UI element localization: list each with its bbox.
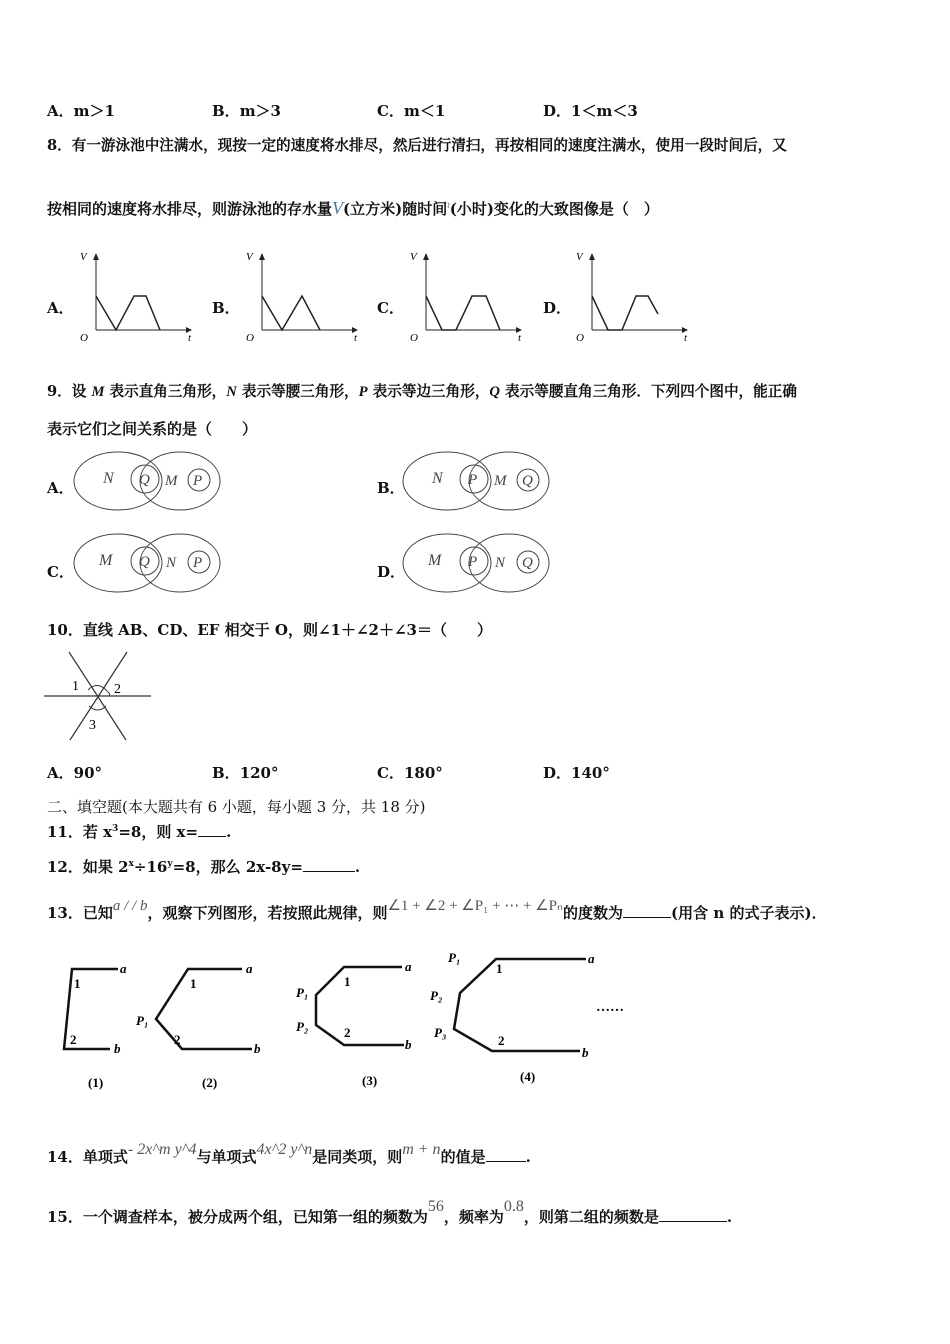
q14-monomial-1: - 2x^m y^4 [127,1141,197,1158]
svg-text:2: 2 [174,1032,181,1047]
q9-venn-d [402,532,550,594]
q8-graph-d [572,250,692,345]
q14-monomial-2: 4x^2 y^n [256,1141,313,1158]
q13-figures [50,945,650,1095]
svg-text:1: 1 [344,974,351,989]
q8-option-d-label: D． [543,299,572,317]
q8-graph-b-origin: O [246,332,254,344]
svg-text:b: b [254,1041,261,1056]
q8-graph-b [242,250,362,345]
q13-stem: 13．已知a / / b，观察下列图形，若按照此规律，则∠1 + ∠2 + ∠P₁ + ⋯ + ∠Pₙ的度数为 (用含 n 的式子表示)． [47,898,827,922]
q11: 11．若 $x^3=8$，则 x= . [47,823,232,841]
svg-text:b: b [114,1041,121,1056]
q9-a-big-label: N [103,470,114,487]
q9-b-mid-label: P [468,472,478,488]
q8-graph-d-x-label: t [684,332,688,344]
q8-graph-c [406,250,526,345]
q9-b-outer-label: M [494,473,507,489]
q13-figure-3 [296,959,412,1088]
q8-graph-c-x-label: t [518,332,522,344]
var-v: V [332,198,344,218]
q8-graph-a-y-label: V [80,251,87,263]
q8-graph-c-y-label: V [410,251,417,263]
svg-text:1: 1 [74,976,81,991]
q10-angle-2-label: 2 [114,682,121,697]
q9-d-outer-label: N [495,555,506,571]
svg-text:P₃: P₃ [434,1025,447,1040]
svg-text:1: 1 [496,961,503,976]
svg-text:a: a [246,961,253,976]
q9-stem-line2: 表示它们之间关系的是（ ） [47,420,258,438]
q9-c-outer-label: N [166,555,177,571]
q7-option-d: D．1＜m＜3 [543,102,638,120]
q13-angle-sum: ∠1 + ∠2 + ∠P₁ + ⋯ + ∠Pₙ [387,898,564,914]
q9-d-big-label: M [428,552,442,569]
q9-d-inner-label: Q [522,555,533,571]
q9-venn-b [402,450,550,512]
svg-text:P₁: P₁ [448,950,461,965]
q9-a-outer-label: M [165,473,178,489]
q9-venn-a [73,450,221,512]
q10-angle-3-label: 3 [89,718,96,733]
q9-option-d-label: D． [377,563,406,581]
q14-answer-blank[interactable] [486,1147,526,1162]
q10-option-a: A．90° [47,764,103,782]
q9-b-big-label: N [432,470,443,487]
var-t: t [447,200,450,210]
svg-text:a: a [405,959,412,974]
q9-option-c-label: C． [47,563,74,581]
q8-graph-d-origin: O [576,332,584,344]
svg-text:a: a [120,961,127,976]
q10-option-c: C．180° [377,764,443,782]
q14-expression: m + n [402,1141,441,1158]
q15-answer-blank[interactable] [659,1207,727,1222]
q13-figure-4 [430,950,624,1084]
q10-option-b: B．120° [212,764,279,782]
q9-c-inner-label: P [193,555,203,571]
q10-stem: 10．直线 AB、CD、EF 相交于 O，则∠1＋∠2＋∠3＝（ ） [47,621,492,639]
svg-text:P₂: P₂ [430,988,443,1003]
q8-option-c-label: C． [377,299,404,317]
svg-text:(4): (4) [520,1069,536,1084]
svg-text:2: 2 [498,1033,505,1048]
q13-figure-1 [64,961,127,1090]
q8-graph-d-y-label: V [576,251,583,263]
q7-option-c: C．m＜1 [377,102,446,120]
svg-text:……: …… [596,1000,624,1015]
q9-option-b-label: B． [377,479,405,497]
q9-venn-c [73,532,221,594]
svg-text:P₂: P₂ [296,1019,309,1034]
q9-c-big-label: M [99,552,113,569]
svg-text:(2): (2) [202,1075,218,1090]
q7-option-b: B．m＞3 [212,102,281,120]
q9-a-mid-label: Q [139,472,150,488]
svg-text:b: b [582,1045,589,1060]
q8-graph-b-x-label: t [354,332,358,344]
q8-stem-line2: 按相同的速度将水排尽，则游泳池的存水量V(立方米)随时间$^t$(小时)变化的大致图像是（ ） [47,198,659,218]
q12-answer-blank[interactable] [303,857,355,872]
q10-option-d: D．140° [543,764,610,782]
q8-graph-a [76,250,196,345]
q8-graph-a-origin: O [80,332,88,344]
q13-answer-blank[interactable] [623,903,671,918]
svg-text:P₁: P₁ [296,985,309,1000]
q9-c-mid-label: Q [139,554,150,570]
svg-text:1: 1 [190,976,197,991]
svg-text:(3): (3) [362,1073,378,1088]
q8-graph-c-origin: O [410,332,418,344]
q11-answer-blank[interactable] [198,822,226,837]
q8-graph-b-y-label: V [246,251,253,263]
q9-d-mid-label: P [468,554,478,570]
q15: 15．一个调查样本，被分成两个组，已知第一组的频数为56，频率为0.8，则第二组的频数是 . [47,1198,733,1226]
q9-stem-line1: 9．设 M 表示直角三角形，N 表示等腰三角形，P 表示等边三角形，Q 表示等腰直角三角形．下列四个图中，能正确 [47,383,797,400]
svg-text:P₁: P₁ [136,1013,149,1028]
q9-a-inner-label: P [193,473,203,489]
svg-text:2: 2 [344,1025,351,1040]
q13-condition: a / / b [112,898,148,914]
q8-stem-line1: 8．有一游泳池中注满水，现按一定的速度将水排尽，然后进行清扫，再按相同的速度注满水，使用一段时间后，又 [47,137,787,154]
q12: 12．如果 $2^x\div 16^y=8$，那么 2x-8y= . [47,858,361,876]
section-2-title: 二、填空题(本大题共有 6 小题，每小题 3 分，共 18 分) [47,798,426,816]
q13-figure-2 [136,961,261,1090]
svg-text:(1): (1) [88,1075,104,1090]
q8-graph-a-x-label: t [188,332,192,344]
q15-rate: 0.8 [503,1198,524,1215]
q10-intersecting-lines-figure [44,650,154,744]
q10-angle-1-label: 1 [72,679,79,694]
q8-option-b-label: B． [212,299,240,317]
svg-text:b: b [405,1037,412,1052]
q15-frequency: 56 [427,1198,444,1215]
svg-text:a: a [588,951,595,966]
q9-option-a-label: A． [47,479,74,497]
svg-text:2: 2 [70,1032,77,1047]
q14: 14．单项式- 2x^m y^4与单项式4x^2 y^n是同类项，则m + n的值是 . [47,1141,531,1166]
q8-option-a-label: A． [47,299,74,317]
q9-b-inner-label: Q [522,473,533,489]
q7-option-a: A．m＞1 [47,102,115,120]
